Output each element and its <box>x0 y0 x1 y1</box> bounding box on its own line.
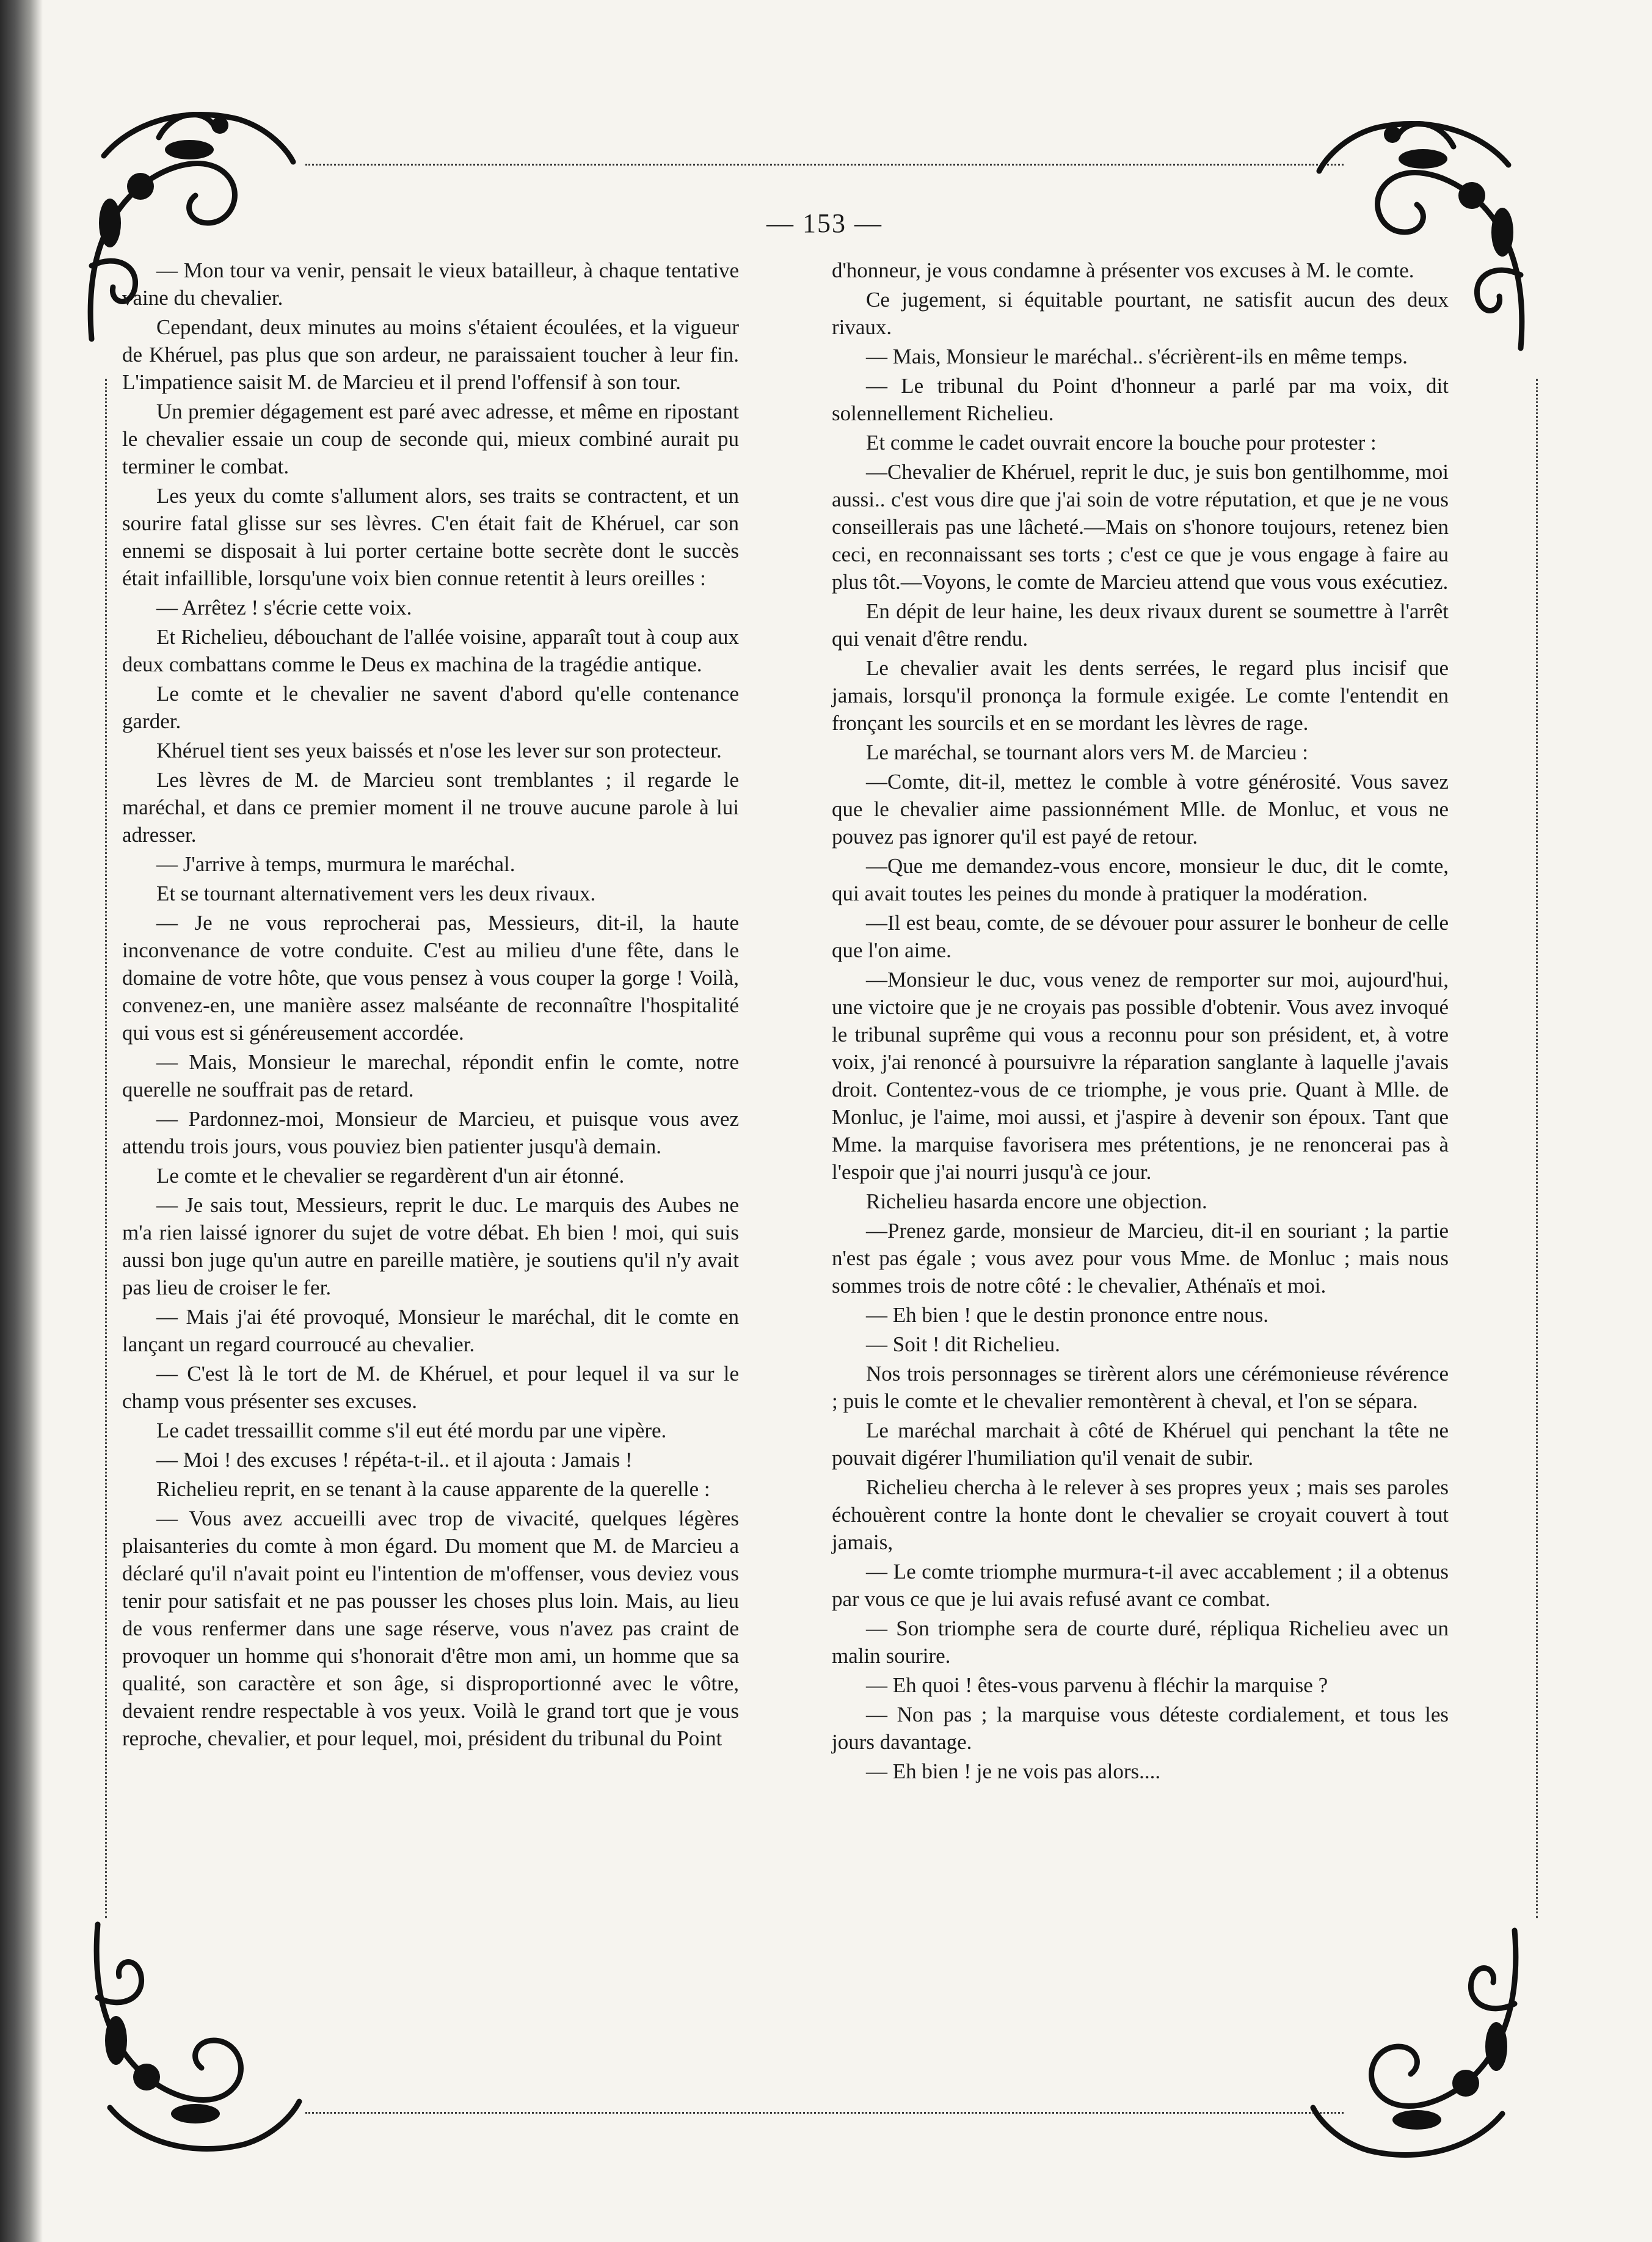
paragraph: — Mais j'ai été provoqué, Monsieur le maréchal, dit le comte en lançant un regard courroucé au chevalier. <box>122 1305 739 1356</box>
paragraph: — Soit ! dit Richelieu. <box>866 1332 1060 1356</box>
corner-ornament-bottom-right <box>1307 1918 1539 2187</box>
border-rule-bottom <box>305 2112 1344 2114</box>
paragraph: —Monsieur le duc, vous venez de remporter sur moi, aujourd'hui, une victoire que je ne croyais pas possible d'obtenir. Vous avez invoqué le tribunal suprême qui vous a reconnu pour son président, et, à votre voix, j'ai renoncé à poursuivre la réparation sanglante à laquelle j'avais droit. Contentez-vous de ce triomphe, je vous prie. Quant à Mlle. de Monluc, je l'aime, moi aussi, et j'aspire à devenir son époux. Tant que Mme. la marquise favorisera mes prétentions, je ne renoncerai pas à l'espoir que j'ai nourri jusqu'à ce jour. <box>832 968 1449 1184</box>
paragraph: — Eh bien ! que le destin prononce entre nous. <box>866 1303 1268 1327</box>
paragraph: — Eh bien ! je ne vois pas alors.... <box>866 1759 1161 1783</box>
paragraph: Le maréchal marchait à côté de Khéruel qui penchant la tête ne pouvait digérer l'humiliation qu'il venait de subir. <box>832 1419 1449 1470</box>
paragraph: — Le comte triomphe murmura-t-il avec accablement ; il a obtenus par vous ce que je lui avais refusé avant ce combat. <box>832 1560 1449 1611</box>
paragraph: — Mon tour va venir, pensait le vieux batailleur, à chaque tentative vaine du chevalier. <box>122 258 739 310</box>
paragraph: — Non pas ; la marquise vous déteste cordialement, et tous les jours davantage. <box>832 1703 1449 1754</box>
paragraph: —Comte, dit-il, mettez le comble à votre générosité. Vous savez que le chevalier aime passionnément Mlle. de Monluc, et vous ne pouvez pas ignorer qu'il est payé de retour. <box>832 770 1449 849</box>
border-rule-top <box>305 164 1344 166</box>
paragraph: En dépit de leur haine, les deux rivaux durent se soumettre à l'arrêt qui venait d'être rendu. <box>832 599 1449 651</box>
paragraph: Richelieu hasarda encore une objection. <box>866 1189 1207 1213</box>
paragraph: Et comme le cadet ouvrait encore la bouche pour protester : <box>866 431 1377 455</box>
scan-shadow-edge <box>0 0 43 2242</box>
paragraph: Les yeux du comte s'allument alors, ses traits se contractent, et un sourire fatal glisse sur ses lèvres. C'en était fait de Khéruel, car son ennemi se disposait à lui porter certaine botte secrète dont le succès était infaillible, lorsqu'une voix bien connue retentit à leurs oreilles : <box>122 484 739 590</box>
text-column-right <box>832 257 1449 1787</box>
paragraph: d'honneur, je vous condamne à présenter vos excuses à M. le comte. <box>832 258 1414 282</box>
paragraph: — C'est là le tort de M. de Khéruel, et pour lequel il va sur le champ vous présenter ses excuses. <box>122 1362 739 1413</box>
paragraph: Et Richelieu, débouchant de l'allée voisine, apparaît tout à coup aux deux combattans comme le Deus ex machina de la tragédie antique. <box>122 625 739 676</box>
border-rule-left <box>105 379 107 1918</box>
paragraph: Cependant, deux minutes au moins s'étaient écoulées, et la vigueur de Khéruel, pas plus que son ardeur, ne paraissaient toucher à leur fin. L'impatience saisit M. de Marcieu et il prend l'offensif à son tour. <box>122 315 739 394</box>
paragraph: Richelieu chercha à le relever à ses propres yeux ; mais ses paroles échouèrent contre la honte dont le chevalier se croyait couvert à tout jamais, <box>832 1475 1449 1554</box>
paragraph: Richelieu reprit, en se tenant à la cause apparente de la querelle : <box>156 1477 710 1501</box>
paragraph: Le comte et le chevalier se regardèrent d'un air étonné. <box>156 1164 625 1188</box>
paragraph: — Je sais tout, Messieurs, reprit le duc. Le marquis des Aubes ne m'a rien laissé ignorer du sujet de votre débat. Eh bien ! moi, qui suis aussi bon juge qu'un autre en pareille matière, je soutiens qu'il n'y avait pas lieu de croiser le fer. <box>122 1193 739 1299</box>
paragraph: — Mais, Monsieur le marechal, répondit enfin le comte, notre querelle ne souffrait pas de retard. <box>122 1050 739 1101</box>
text-column-left <box>122 257 739 1754</box>
paragraph: — Mais, Monsieur le maréchal.. s'écrièrent-ils en même temps. <box>866 345 1408 368</box>
page-number: — 153 — <box>766 208 882 238</box>
paragraph: — Eh quoi ! êtes-vous parvenu à fléchir la marquise ? <box>866 1673 1328 1697</box>
paragraph: Un premier dégagement est paré avec adresse, et même en ripostant le chevalier essaie un coup de seconde qui, mieux combiné aurait pu terminer le combat. <box>122 400 739 478</box>
paragraph: — Arrêtez ! s'écrie cette voix. <box>156 596 412 619</box>
paragraph: — Pardonnez-moi, Monsieur de Marcieu, et puisque vous avez attendu trois jours, vous pouviez bien patienter jusqu'à demain. <box>122 1107 739 1158</box>
paragraph: — Moi ! des excuses ! répéta-t-il.. et il ajouta : Jamais ! <box>156 1448 633 1472</box>
paragraph: — Vous avez accueilli avec trop de vivacité, quelques légères plaisanteries du comte à mon égard. Du moment que M. de Marcieu a déclaré qu'il n'avait point eu l'intention de m'offenser, vous deviez vous tenir pour satisfait et ne pas pousser les choses plus loin. Mais, au lieu de vous renfermer dans une sage réserve, vous n'avez pas craint de provoquer un homme qui s'honorait d'être mon ami, un homme que sa qualité, son caractère et son âge, si disproportionné avec le vôtre, devaient rendre respectable à vos yeux. Voilà le grand tort que je vous reproche, chevalier, et pour lequel, moi, président du tribunal du Point <box>122 1506 739 1750</box>
paragraph: Le comte et le chevalier ne savent d'abord qu'elle contenance garder. <box>122 682 739 733</box>
paragraph: —Que me demandez-vous encore, monsieur le duc, dit le comte, qui avait toutes les peines du monde à pratiquer la modération. <box>832 854 1449 905</box>
paragraph: —Il est beau, comte, de se dévouer pour assurer le bonheur de celle que l'on aime. <box>832 911 1449 962</box>
paragraph: Khéruel tient ses yeux baissés et n'ose les lever sur son protecteur. <box>156 739 722 762</box>
paragraph: — Le tribunal du Point d'honneur a parlé par ma voix, dit solennellement Richelieu. <box>832 374 1449 425</box>
paragraph: —Prenez garde, monsieur de Marcieu, dit-il en souriant ; la partie n'est pas égale ; vous avez pour vous Mme. de Monluc ; mais nous sommes trois de notre côté : le chevalier, Athénaïs et moi. <box>832 1219 1449 1298</box>
paragraph: Le maréchal, se tournant alors vers M. de Marcieu : <box>866 740 1309 764</box>
paragraph: Nos trois personnages se tirèrent alors une cérémonieuse révérence ; puis le comte et le chevalier remontèrent à cheval, et l'on se sépara. <box>832 1362 1449 1413</box>
border-rule-right <box>1536 379 1538 1918</box>
corner-ornament-bottom-left <box>73 1912 305 2181</box>
paragraph: Et se tournant alternativement vers les deux rivaux. <box>156 882 596 905</box>
paragraph: — Je ne vous reprocherai pas, Messieurs, dit-il, la haute inconvenance de votre conduite. C'est au milieu d'une fête, dans le domaine de votre hôte, que vous pensez à vous couper la gorge ! Voilà, convenez-en, une manière assez malséante de reconnaître l'hospitalité qui vous est si généreusement accordée. <box>122 911 739 1045</box>
paragraph: — J'arrive à temps, murmura le maréchal. <box>156 852 515 876</box>
paragraph: —Chevalier de Khéruel, reprit le duc, je suis bon gentilhomme, moi aussi.. c'est vous dire que j'ai soin de votre réputation, et que je ne vous conseillerais pas une lâcheté.—Mais on s'honore toujours, retenez bien ceci, en reconnaissant ses torts ; c'est ce que je vous engage à faire au plus tôt.—Voyons, le comte de Marcieu attend que vous vous exécutiez. <box>832 460 1449 594</box>
paragraph: — Son triomphe sera de courte duré, répliqua Richelieu avec un malin sourire. <box>832 1616 1449 1668</box>
paragraph: Ce jugement, si équitable pourtant, ne satisfit aucun des deux rivaux. <box>832 288 1449 339</box>
paragraph: Le cadet tressaillit comme s'il eut été mordu par une vipère. <box>156 1419 667 1442</box>
paragraph: Le chevalier avait les dents serrées, le regard plus incisif que jamais, lorsqu'il prononça la formule exigée. Le comte l'entendit en fronçant les sourcils et en se mordant les lèvres de rage. <box>832 656 1449 735</box>
paragraph: Les lèvres de M. de Marcieu sont tremblantes ; il regarde le maréchal, et dans ce premier moment il ne trouve aucune parole à lui adresser. <box>122 768 739 847</box>
